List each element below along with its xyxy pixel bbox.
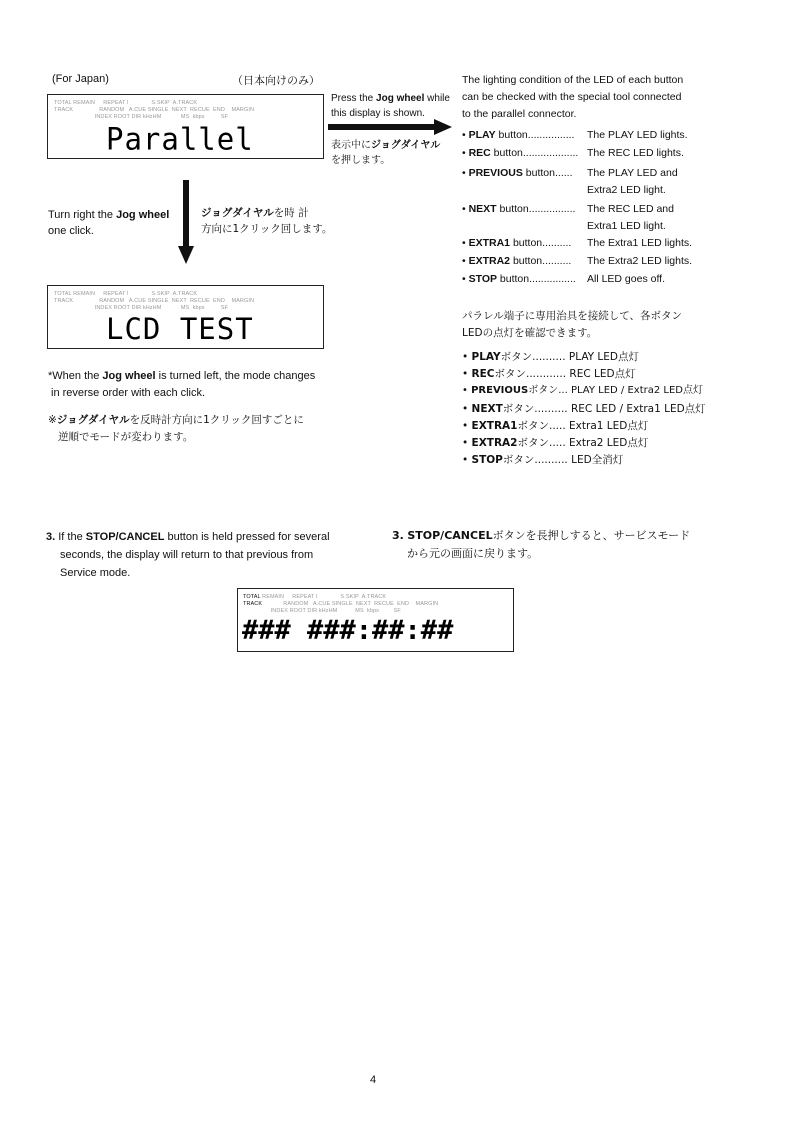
leader-dots: .......... bbox=[542, 237, 572, 249]
button-name: NEXT bbox=[468, 203, 497, 215]
bullet: • bbox=[462, 255, 469, 267]
button-suffix: button bbox=[496, 203, 529, 215]
jog-wheel-term-2: Jog wheel bbox=[116, 209, 170, 221]
note-jp-b: ジョグダイヤル bbox=[56, 414, 130, 426]
button-suffix: ボタン bbox=[500, 351, 533, 363]
turn-instruction-jp bbox=[201, 205, 332, 237]
bullet: • bbox=[462, 203, 469, 215]
led-item-en bbox=[462, 128, 688, 142]
step3-jp-text: ボタンを長押しすると、サービスモード bbox=[492, 529, 691, 542]
lcd3-indicator-row3: INDEX ROOT DIR kHzHM MS kbps SF bbox=[243, 608, 401, 614]
press-jp-b: ジョグダイヤル bbox=[371, 140, 441, 151]
button-suffix: button bbox=[510, 237, 543, 249]
leader-dots: ............ bbox=[526, 368, 567, 381]
step3-line2: seconds, the display will return to that previous from bbox=[60, 549, 314, 561]
turn-instruction bbox=[48, 207, 169, 239]
bullet: • bbox=[462, 402, 472, 415]
stop-cancel-term-jp: STOP/CANCEL bbox=[407, 529, 493, 542]
button-suffix: ボタン bbox=[528, 385, 559, 397]
intro-line1: The lighting condition of the LED of each button bbox=[462, 74, 684, 86]
led-result: REC LED / Extra1 LED点灯 bbox=[570, 402, 706, 415]
leader-dots: ..... bbox=[548, 437, 566, 449]
bullet: • bbox=[462, 419, 472, 432]
led-item-jp bbox=[462, 402, 706, 416]
press-instruction bbox=[331, 91, 450, 121]
button-name: PLAY bbox=[471, 351, 501, 363]
lcd-indicator-row1: TOTAL REMAIN REPEAT I S.SKIP A.TRACK bbox=[54, 291, 198, 297]
reverse-order-note-jp bbox=[48, 412, 304, 446]
press-text-a: Press the bbox=[331, 93, 377, 104]
press-text-c: while bbox=[424, 93, 450, 104]
led-item-en bbox=[462, 146, 684, 160]
turn-jp-b: を時 計 bbox=[273, 207, 309, 219]
led-item-jp bbox=[462, 367, 636, 381]
leader-dots: .......... bbox=[532, 351, 566, 363]
press-jp-line2: を押します。 bbox=[331, 155, 391, 166]
button-suffix: button bbox=[522, 167, 555, 179]
leader-dots: ................ bbox=[527, 129, 575, 141]
button-suffix: ボタン bbox=[517, 419, 549, 432]
leader-dots: ..... bbox=[548, 419, 566, 432]
stop-cancel-term: STOP/CANCEL bbox=[85, 531, 165, 543]
lcd-display-lcd-test bbox=[47, 285, 324, 349]
for-japan-label: (For Japan) bbox=[52, 73, 109, 85]
lcd3-indicator-row1: REMAIN REPEAT I S.SKIP A.TRACK bbox=[260, 594, 387, 600]
button-suffix: button bbox=[510, 255, 543, 267]
for-japan-label-jp: （日本向けのみ） bbox=[232, 74, 320, 87]
leader-dots: ................ bbox=[529, 273, 576, 285]
reverse-order-note bbox=[48, 368, 315, 402]
leader-dots: ................ bbox=[528, 203, 576, 215]
lcd-indicator-row2: TRACK RANDOM A.CUE SINGLE NEXT RECUE END MARGIN bbox=[54, 298, 255, 304]
press-instruction-jp bbox=[331, 138, 440, 168]
bullet: • bbox=[462, 147, 469, 159]
led-result: Extra2 LED点灯 bbox=[569, 437, 649, 449]
step3-jp-line2: から元の画面に戻ります。 bbox=[407, 547, 539, 560]
led-item-jp bbox=[462, 350, 639, 364]
turn-text-line2: one click. bbox=[48, 225, 94, 237]
intro-jp-line1: パラレル端子に専用治具を接続して、各ボタン bbox=[462, 310, 683, 322]
led-item-jp bbox=[462, 419, 648, 433]
step3-line3: Service mode. bbox=[60, 567, 131, 579]
note-text-c: is turned left, the mode changes bbox=[155, 370, 316, 382]
button-suffix: ボタン bbox=[494, 368, 526, 381]
lcd3-indicator-row2: RANDOM A.CUE SINGLE NEXT RECUE END MARGIN bbox=[262, 601, 439, 607]
bullet: • bbox=[462, 129, 469, 141]
step3-text-a: If the bbox=[58, 531, 86, 543]
turn-text-a: Turn right the bbox=[48, 209, 117, 221]
led-item-en bbox=[462, 272, 666, 286]
led-result: The REC LED and bbox=[587, 203, 674, 215]
note-jp-line2: 逆順でモードが変わります。 bbox=[58, 431, 194, 443]
leader-dots: ... bbox=[558, 385, 568, 397]
led-result: REC LED点灯 bbox=[569, 368, 636, 381]
button-suffix: button bbox=[495, 129, 528, 141]
step3-jp-number: 3. bbox=[392, 529, 404, 542]
button-name: EXTRA1 bbox=[468, 237, 511, 249]
note-text-a: *When the bbox=[48, 370, 103, 382]
lcd-indicator-row2: TRACK RANDOM A.CUE SINGLE NEXT RECUE END MARGIN bbox=[54, 107, 255, 113]
bullet: • bbox=[462, 454, 472, 467]
right-arrow-icon bbox=[328, 119, 452, 135]
led-item-en bbox=[462, 202, 674, 232]
press-jp-a: 表示中に bbox=[331, 140, 371, 151]
intro-jp-line2: LEDの点灯を確認できます。 bbox=[462, 327, 598, 339]
led-item-jp bbox=[462, 436, 648, 450]
lcd-indicator-row3: INDEX ROOT DIR kHzHM MS kbps SF bbox=[54, 114, 229, 120]
button-name: STOP bbox=[471, 454, 503, 467]
led-result: LED全消灯 bbox=[571, 454, 624, 467]
button-name: NEXT bbox=[471, 402, 503, 415]
button-name: STOP bbox=[468, 273, 497, 285]
lcd-main-text: ### ###:##:## bbox=[242, 615, 454, 646]
button-name: PLAY bbox=[468, 129, 496, 141]
page-number: 4 bbox=[370, 1074, 377, 1086]
step3-number: 3. bbox=[46, 531, 56, 543]
button-suffix: ボタン bbox=[502, 454, 535, 467]
bullet: • bbox=[462, 385, 472, 397]
button-name: PREVIOUS bbox=[471, 385, 529, 397]
jog-wheel-term-3: Jog wheel bbox=[102, 370, 156, 382]
bullet: • bbox=[462, 273, 469, 285]
note-jp-a: ※ bbox=[48, 414, 57, 426]
lcd-indicator-row1: TOTAL REMAIN REPEAT I S.SKIP A.TRACK bbox=[54, 100, 198, 106]
lcd-indicator-row3: INDEX ROOT DIR kHzHM MS kbps SF bbox=[54, 305, 229, 311]
bullet: • bbox=[462, 237, 469, 249]
button-suffix: ボタン bbox=[517, 437, 549, 449]
led-result: The Extra2 LED lights. bbox=[587, 255, 693, 267]
button-name: EXTRA2 bbox=[468, 255, 511, 267]
step3-jp bbox=[392, 527, 690, 563]
button-name: REC bbox=[468, 147, 491, 159]
led-result: Extra1 LED点灯 bbox=[569, 419, 649, 432]
lcd-track-indicator: TRACK bbox=[243, 601, 263, 607]
bullet: • bbox=[462, 368, 472, 381]
led-result: The REC LED lights. bbox=[587, 147, 684, 159]
button-name: REC bbox=[471, 368, 495, 381]
led-result: PLAY LED点灯 bbox=[568, 351, 640, 363]
leader-dots: .......... bbox=[534, 402, 568, 415]
intro-line2: can be checked with the special tool connected bbox=[462, 91, 682, 103]
lcd-display-default bbox=[237, 588, 514, 652]
bullet: • bbox=[462, 351, 472, 363]
led-result: The PLAY LED and bbox=[587, 167, 678, 179]
led-item-en bbox=[462, 236, 693, 250]
lcd-main-text: Parallel bbox=[106, 121, 254, 157]
led-check-intro-jp bbox=[462, 308, 682, 342]
leader-dots: ...... bbox=[554, 167, 573, 179]
led-result: The Extra1 LED lights. bbox=[587, 237, 693, 249]
press-text-line2: this display is shown. bbox=[331, 108, 425, 119]
led-item-en bbox=[462, 166, 678, 196]
led-item-en bbox=[462, 254, 693, 268]
led-check-intro bbox=[462, 72, 683, 123]
button-suffix: button bbox=[490, 147, 523, 159]
led-item-jp bbox=[462, 453, 623, 467]
led-result: PLAY LED / Extra2 LED点灯 bbox=[570, 385, 703, 397]
jog-wheel-term: Jog wheel bbox=[376, 93, 425, 104]
lcd-total-indicator: TOTAL bbox=[243, 594, 261, 600]
bullet: • bbox=[462, 437, 472, 449]
button-name: PREVIOUS bbox=[468, 167, 523, 179]
lcd-main-text: LCD TEST bbox=[106, 312, 254, 346]
lcd-display-parallel bbox=[47, 94, 324, 159]
step3-en bbox=[46, 528, 358, 582]
leader-dots: ................... bbox=[522, 147, 579, 159]
bullet: • bbox=[462, 167, 469, 179]
turn-jp-line2: 方向に1クリック回します。 bbox=[201, 223, 333, 235]
button-name: EXTRA1 bbox=[471, 419, 518, 432]
led-result: All LED goes off. bbox=[587, 273, 666, 285]
step3-text-c: button is held pressed for several bbox=[164, 531, 330, 543]
led-result-line2: Extra2 LED light. bbox=[587, 184, 666, 196]
led-item-jp bbox=[462, 384, 703, 398]
note-jp-c: を反時計方向に1クリック回すごとに bbox=[129, 414, 304, 426]
leader-dots: .......... bbox=[534, 454, 568, 467]
leader-dots: .......... bbox=[542, 255, 572, 267]
led-result: The PLAY LED lights. bbox=[587, 129, 688, 141]
intro-line3: to the parallel connector. bbox=[462, 108, 577, 120]
button-name: EXTRA2 bbox=[471, 437, 518, 449]
note-text-line2: in reverse order with each click. bbox=[51, 387, 206, 399]
button-suffix: button bbox=[497, 273, 530, 285]
button-suffix: ボタン bbox=[502, 402, 535, 415]
led-result-line2: Extra1 LED light. bbox=[587, 220, 666, 232]
turn-jp-a: ジョグダイヤル bbox=[201, 207, 274, 219]
down-arrow-icon bbox=[178, 180, 194, 264]
